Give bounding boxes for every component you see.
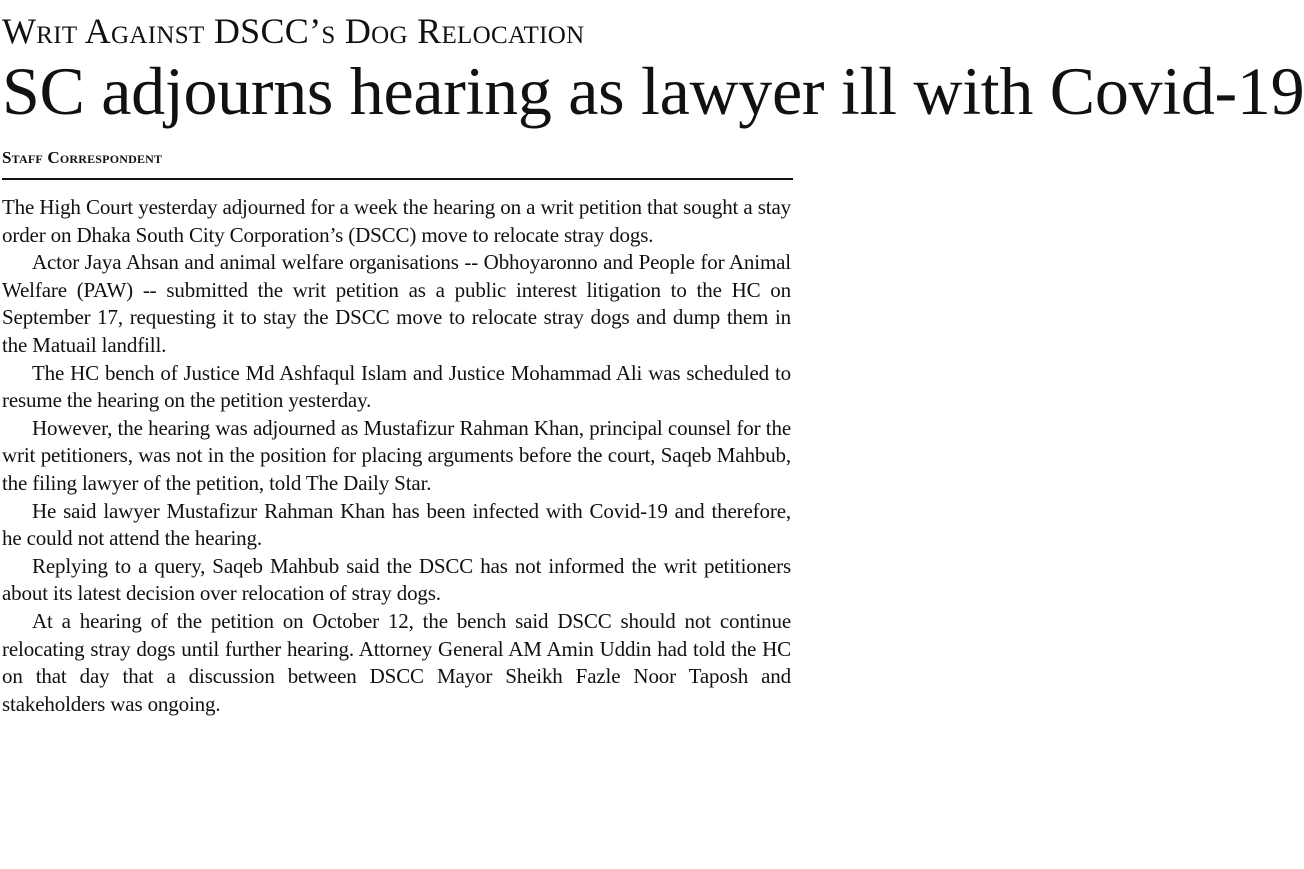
body-paragraph: At a hearing of the petition on October 12, the bench said DSCC should not continue relocating stray dogs until further hearing. Attorney General AM Amin Uddin had told the HC on that day that a discussion between DSCC Mayor Sheikh Fazle Noor Taposh and stakeholders was ongoing. — [2, 608, 791, 716]
body-paragraph: The HC bench of Justice Md Ashfaqul Islam and Justice Mohammad Ali was scheduled to resume the hearing on the petition yesterday. — [2, 360, 791, 413]
article-body — [2, 194, 791, 718]
body-paragraph: However, the hearing was adjourned as Mustafizur Rahman Khan, principal counsel for the writ petitioners, was not in the position for placing arguments before the court, Saqeb Mahbub, the filing lawyer of the petition, told The Daily Star. — [2, 415, 791, 495]
article-byline: Staff Correspondent — [2, 148, 163, 167]
body-paragraph: Replying to a query, Saqeb Mahbub said the DSCC has not informed the writ petitioners about its latest decision over relocation of stray dogs. — [2, 553, 791, 606]
article-headline: SC adjourns hearing as lawyer ill with Covid-19 — [2, 53, 1304, 129]
body-paragraph: The High Court yesterday adjourned for a week the hearing on a writ petition that sought a stay order on Dhaka South City Corporation’s (DSCC) move to relocate stray dogs. — [2, 195, 791, 247]
news-article — [2, 0, 1304, 718]
body-paragraph: He said lawyer Mustafizur Rahman Khan has been infected with Covid-19 and therefore, he could not attend the hearing. — [2, 498, 791, 551]
article-kicker: Writ Against DSCC’s Dog Relocation — [2, 11, 585, 51]
body-paragraph: Actor Jaya Ahsan and animal welfare organisations -- Obhoyaronno and People for Animal Welfare (PAW) -- submitted the writ petition as a public interest litigation to the HC on September 17, requesting it to stay the DSCC move to relocate stray dogs and dump them in the Matuail landfill. — [2, 250, 791, 357]
byline-divider — [2, 178, 793, 180]
